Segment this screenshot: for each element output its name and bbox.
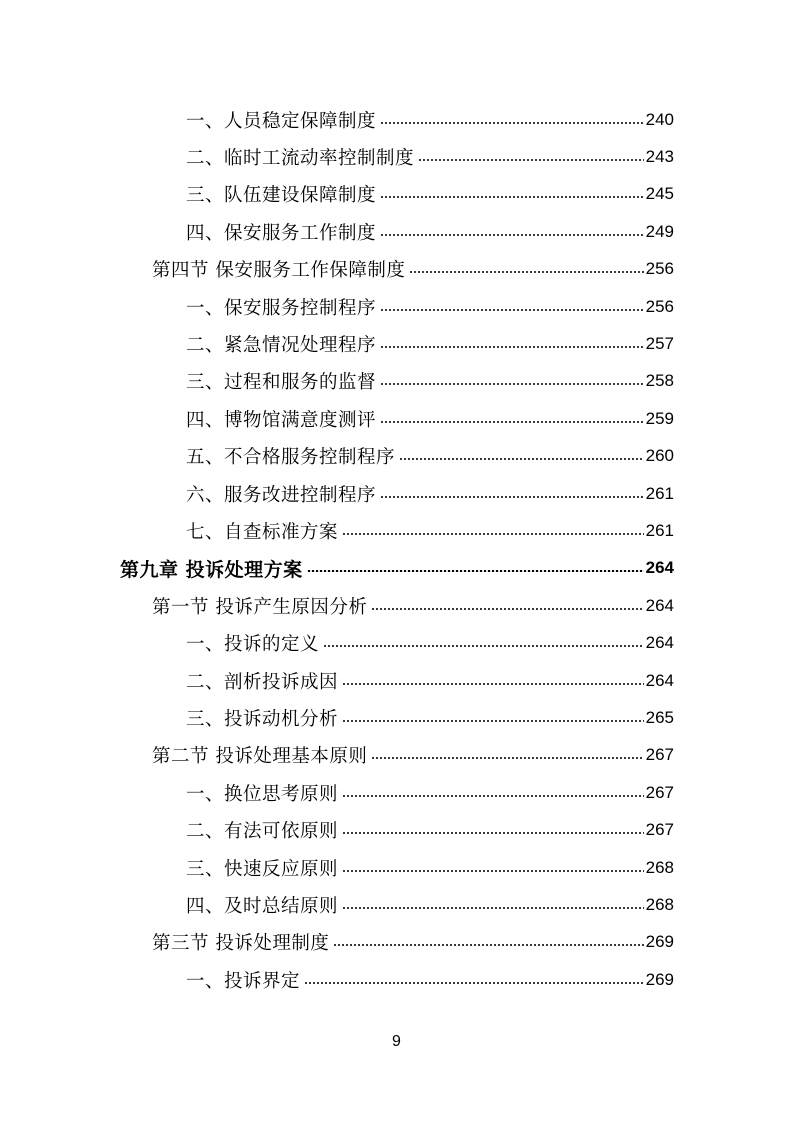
toc-entry-page: 264 [645, 670, 674, 690]
toc-entry-title: 第二节 投诉处理基本原则 [152, 746, 368, 768]
toc-entry-title: 三、投诉动机分析 [186, 708, 339, 730]
toc-item-entry[interactable] [0, 213, 793, 250]
toc-section-entry[interactable] [0, 924, 793, 961]
toc-item-entry[interactable] [0, 438, 793, 475]
toc-dot-leader [409, 271, 643, 273]
toc-dot-leader [342, 832, 644, 834]
toc-item-entry[interactable] [0, 138, 793, 175]
toc-item-entry[interactable] [0, 811, 793, 848]
toc-entry-title: 二、有法可依原则 [186, 821, 339, 843]
toc-entry-title: 三、队伍建设保障制度 [186, 185, 377, 207]
toc-item-entry[interactable] [0, 325, 793, 362]
toc-entry-title: 第九章 投诉处理方案 [120, 558, 303, 581]
toc-dot-leader [371, 608, 643, 610]
toc-chapter-entry[interactable] [0, 550, 793, 587]
toc-entry-title: 一、保安服务控制程序 [186, 297, 377, 319]
toc-dot-leader [380, 309, 644, 311]
toc-dot-leader [380, 196, 644, 198]
toc-entry-title: 四、博物馆满意度测评 [186, 409, 377, 431]
toc-item-entry[interactable] [0, 774, 793, 811]
toc-entry-title: 一、换位思考原则 [186, 783, 339, 805]
toc-entry-page: 268 [645, 894, 674, 914]
toc-entry-page: 261 [645, 483, 674, 503]
toc-dot-leader [380, 234, 644, 236]
toc-entry-title: 七、自查标准方案 [186, 521, 339, 543]
toc-entry-page: 265 [645, 707, 674, 727]
toc-entry-page: 267 [645, 820, 674, 840]
toc-dot-leader [418, 159, 644, 161]
toc-entry-page: 245 [645, 184, 674, 204]
toc-dot-leader [342, 795, 644, 797]
toc-entry-title: 五、不合格服务控制程序 [186, 447, 396, 469]
toc-item-entry[interactable] [0, 400, 793, 437]
toc-entry-page: 264 [645, 595, 674, 615]
toc-entry-title: 二、紧急情况处理程序 [186, 335, 377, 357]
toc-entry-page: 264 [645, 558, 674, 578]
table-of-contents [0, 101, 793, 998]
toc-dot-leader [380, 496, 644, 498]
toc-entry-page: 259 [645, 408, 674, 428]
toc-dot-leader [342, 870, 644, 872]
toc-item-entry[interactable] [0, 101, 793, 138]
toc-item-entry[interactable] [0, 176, 793, 213]
toc-section-entry[interactable] [0, 737, 793, 774]
toc-dot-leader [342, 683, 644, 685]
toc-item-entry[interactable] [0, 475, 793, 512]
page-number: 9 [392, 1033, 401, 1050]
toc-entry-title: 三、过程和服务的监督 [186, 372, 377, 394]
toc-item-entry[interactable] [0, 363, 793, 400]
toc-section-entry[interactable] [0, 587, 793, 624]
toc-entry-page: 258 [645, 371, 674, 391]
toc-entry-title: 第一节 投诉产生原因分析 [152, 596, 368, 618]
toc-item-entry[interactable] [0, 699, 793, 736]
toc-entry-title: 二、剖析投诉成因 [186, 671, 339, 693]
toc-entry-page: 257 [645, 334, 674, 354]
toc-entry-title: 三、快速反应原则 [186, 858, 339, 880]
toc-dot-leader [399, 458, 644, 460]
toc-entry-title: 二、临时工流动率控制制度 [186, 148, 415, 170]
toc-entry-title: 一、投诉的定义 [186, 634, 320, 656]
toc-dot-leader [380, 346, 644, 348]
toc-entry-page: 269 [645, 969, 674, 989]
toc-entry-title: 四、及时总结原则 [186, 895, 339, 917]
toc-entry-page: 240 [645, 109, 674, 129]
toc-entry-title: 一、投诉界定 [186, 970, 301, 992]
toc-dot-leader [380, 421, 644, 423]
toc-dot-leader [333, 944, 643, 946]
toc-entry-page: 264 [645, 633, 674, 653]
toc-item-entry[interactable] [0, 624, 793, 661]
toc-entry-page: 256 [645, 296, 674, 316]
toc-entry-title: 第三节 投诉处理制度 [152, 933, 330, 955]
toc-item-entry[interactable] [0, 288, 793, 325]
toc-dot-leader [323, 645, 644, 647]
toc-entry-page: 243 [645, 147, 674, 167]
toc-dot-leader [380, 383, 644, 385]
toc-entry-title: 四、保安服务工作制度 [186, 222, 377, 244]
toc-entry-page: 267 [645, 745, 674, 765]
toc-entry-page: 267 [645, 782, 674, 802]
toc-entry-page: 269 [645, 932, 674, 952]
toc-dot-leader [342, 907, 644, 909]
toc-entry-page: 256 [645, 259, 674, 279]
toc-item-entry[interactable] [0, 512, 793, 549]
toc-entry-page: 268 [645, 857, 674, 877]
toc-entry-title: 六、服务改进控制程序 [186, 484, 377, 506]
toc-entry-page: 261 [645, 520, 674, 540]
toc-item-entry[interactable] [0, 961, 793, 998]
toc-dot-leader [380, 122, 644, 124]
toc-dot-leader [304, 982, 644, 984]
toc-entry-page: 260 [645, 446, 674, 466]
toc-entry-title: 第四节 保安服务工作保障制度 [152, 260, 406, 282]
toc-section-entry[interactable] [0, 251, 793, 288]
toc-dot-leader [342, 720, 644, 722]
toc-item-entry[interactable] [0, 886, 793, 923]
toc-item-entry[interactable] [0, 662, 793, 699]
toc-dot-leader [371, 757, 643, 759]
toc-entry-title: 一、人员稳定保障制度 [186, 110, 377, 132]
toc-dot-leader [307, 570, 644, 572]
toc-dot-leader [342, 533, 644, 535]
toc-item-entry[interactable] [0, 849, 793, 886]
toc-entry-page: 249 [645, 221, 674, 241]
